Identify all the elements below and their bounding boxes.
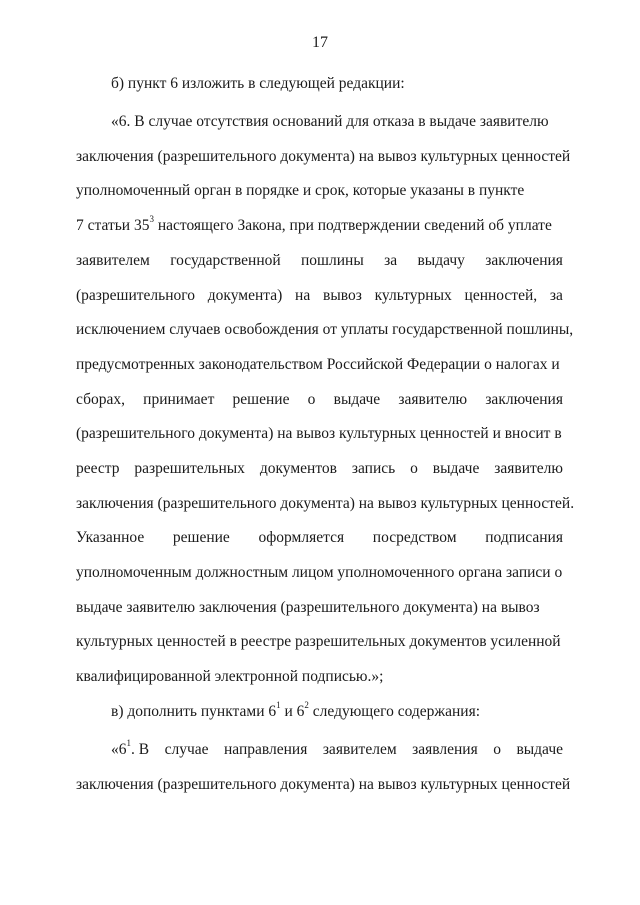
word: о xyxy=(307,391,316,408)
word: выдаче xyxy=(432,460,480,477)
word: документов xyxy=(259,460,337,477)
paragraph-line xyxy=(111,699,481,722)
justified-line xyxy=(76,390,563,410)
paragraph-line: предусмотренных законодательством Российской Федерации о налогах и xyxy=(76,356,560,373)
superscript: 1 xyxy=(126,737,131,748)
paragraph-line: заключения (разрешительного документа) на вывоз культурных ценностей. xyxy=(76,495,575,512)
word: пошлины xyxy=(301,252,364,269)
paragraph-line: выдаче заявителю заключения (разрешительного документа) на вывоз xyxy=(76,599,540,616)
word: (разрешительного xyxy=(76,287,195,304)
word: решение xyxy=(172,529,230,546)
word: посредством xyxy=(372,529,457,546)
text-run: в) дополнить пунктами 6 xyxy=(111,703,277,720)
justified-line xyxy=(76,251,563,271)
paragraph-line: культурных ценностей в реестре разрешительных документов усиленной xyxy=(76,633,561,650)
paragraph-line: исключением случаев освобождения от уплаты государственной пошлины, xyxy=(76,321,574,338)
word: заключения xyxy=(485,252,563,269)
word: заявителем xyxy=(76,252,150,269)
word: заявления xyxy=(412,741,478,758)
word: выдаче xyxy=(333,391,381,408)
paragraph-line: б) пункт 6 изложить в следующей редакции: xyxy=(111,75,405,92)
word: заявителю xyxy=(398,391,468,408)
page-number: 17 xyxy=(312,34,328,51)
paragraph-line: уполномоченный орган в порядке и срок, которые указаны в пункте xyxy=(76,182,525,199)
word: сборах, xyxy=(76,391,125,408)
text-run: настоящего Закона, при подтверждении сведений об уплате xyxy=(153,217,552,234)
text-run: «6 xyxy=(111,741,127,758)
word: ценностей, xyxy=(464,287,538,304)
word: документа) xyxy=(207,287,283,304)
text-run: 7 статьи 35 xyxy=(76,217,150,234)
word: направления xyxy=(223,741,308,758)
justified-line xyxy=(76,459,563,479)
superscript: 2 xyxy=(304,699,309,710)
word: Указанное xyxy=(76,529,145,546)
word: за xyxy=(549,287,563,304)
word: выдачу xyxy=(417,252,465,269)
word: реестр xyxy=(76,460,120,477)
text-run: и 6 xyxy=(280,703,305,720)
word: на xyxy=(295,287,311,304)
justified-line xyxy=(111,737,563,760)
word: о xyxy=(493,741,501,758)
text-run: следующего содержания: xyxy=(308,703,481,720)
paragraph-line: квалифицированной электронной подписью.»; xyxy=(76,668,384,685)
superscript: 1 xyxy=(276,699,281,710)
word: решение xyxy=(232,391,290,408)
paragraph-line: (разрешительного документа) на вывоз культурных ценностей и вносит в xyxy=(76,425,562,442)
word xyxy=(111,737,150,760)
paragraph-line: заключения (разрешительного документа) на вывоз культурных ценностей xyxy=(76,776,571,793)
word: запись xyxy=(351,460,396,477)
word: заявителю xyxy=(494,460,563,477)
word: государственной xyxy=(170,252,281,269)
paragraph-line: «6. В случае отсутствия оснований для отказа в выдаче заявителю xyxy=(111,113,549,130)
superscript: 3 xyxy=(149,213,154,224)
word: заявителем xyxy=(322,741,397,758)
word: о xyxy=(410,460,418,477)
paragraph-line xyxy=(76,213,563,236)
word: подписания xyxy=(485,529,563,546)
paragraph-line: заключения (разрешительного документа) на вывоз культурных ценностей xyxy=(76,148,571,165)
text-run: . В xyxy=(131,741,150,758)
paragraph-line: уполномоченным должностным лицом уполномоченного органа записи о xyxy=(76,564,563,581)
word: случае xyxy=(164,741,209,758)
word: заключения xyxy=(485,391,563,408)
word: культурных xyxy=(374,287,452,304)
word: вывоз xyxy=(323,287,362,304)
justified-line xyxy=(76,528,563,548)
word: оформляется xyxy=(258,529,345,546)
word: за xyxy=(384,252,398,269)
word: разрешительных xyxy=(134,460,245,477)
word: выдаче xyxy=(516,741,563,758)
word: принимает xyxy=(143,391,215,408)
justified-line xyxy=(76,286,563,306)
